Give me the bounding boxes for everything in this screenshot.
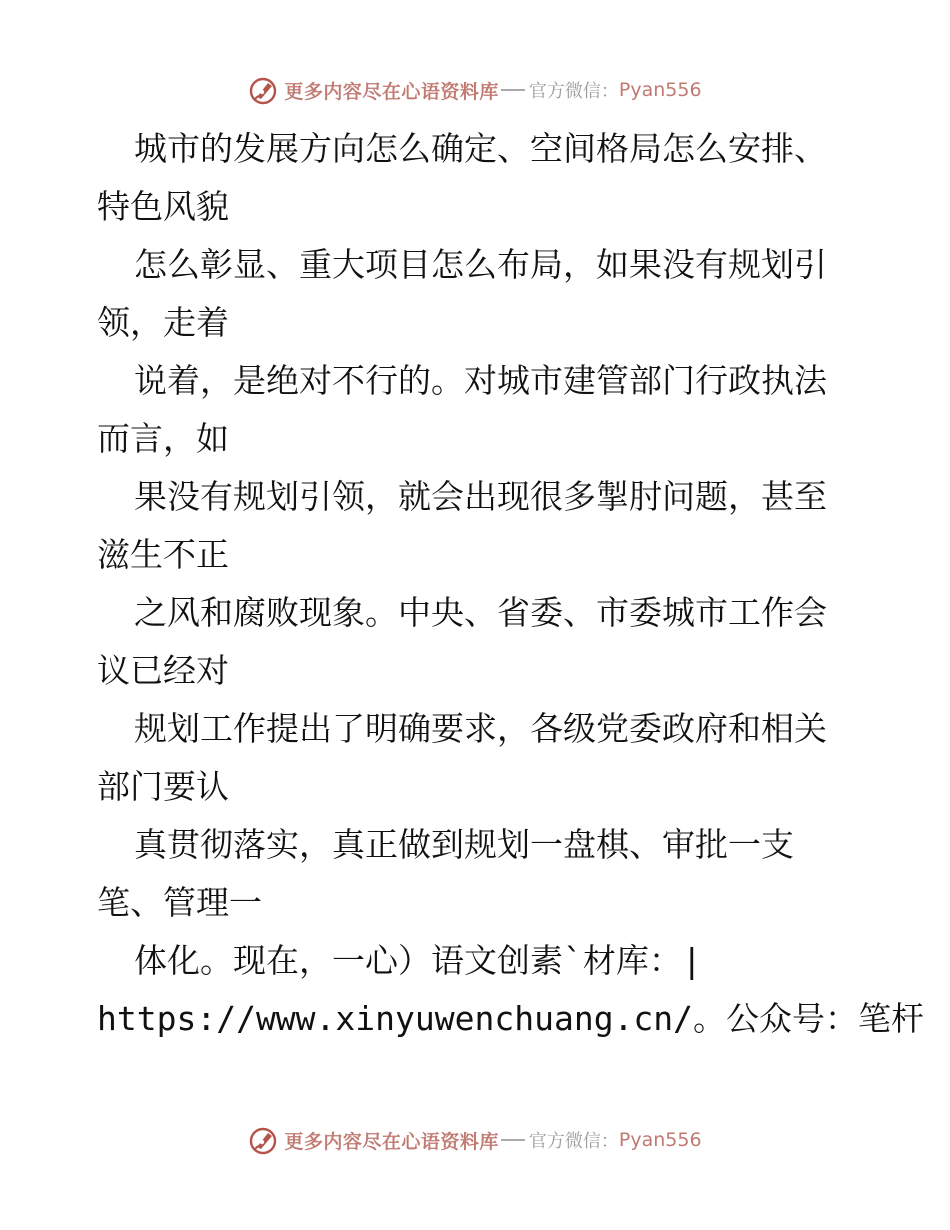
text-line: 城市的发展方向怎么确定、空间格局怎么安排、 xyxy=(134,129,827,168)
text-line: 笔、管理一 xyxy=(97,883,262,922)
banner-brand-text: 更多内容尽在心语资料库 xyxy=(284,1130,499,1153)
text-line: 体化。现在，一心）语文创素`材库：| xyxy=(134,941,702,980)
text-line-url: https://www.xinyuwenchuang.cn/。公众号：笔杆 xyxy=(97,999,925,1038)
text-line: 议已经对 xyxy=(97,651,229,690)
text-line: 怎么彰显、重大项目怎么布局，如果没有规划引 xyxy=(134,245,827,284)
header-watermark-banner xyxy=(0,70,950,110)
banner-dash-divider xyxy=(501,89,525,91)
document-body xyxy=(97,120,925,1048)
text-line: 滋生不正 xyxy=(97,535,229,574)
text-line: 而言，如 xyxy=(97,419,229,458)
text-line: 领，走着 xyxy=(97,303,229,342)
banner-brand-text: 更多内容尽在心语资料库 xyxy=(284,80,499,103)
text-line: 规划工作提出了明确要求，各级党委政府和相关 xyxy=(134,709,827,748)
text-line: 部门要认 xyxy=(97,767,229,806)
pen-nib-logo-icon xyxy=(248,75,278,105)
banner-wechat-id: Pyan556 xyxy=(618,79,702,101)
text-line: 说着，是绝对不行的。对城市建管部门行政执法 xyxy=(134,361,827,400)
banner-dash-divider xyxy=(501,1139,525,1141)
text-line: 果没有规划引领，就会出现很多掣肘问题，甚至 xyxy=(134,477,827,516)
text-line: 特色风貌 xyxy=(97,187,229,226)
text-line: 之风和腐败现象。中央、省委、市委城市工作会 xyxy=(134,593,827,632)
text-line: 真贯彻落实，真正做到规划一盘棋、审批一支 xyxy=(134,825,794,864)
footer-watermark-banner xyxy=(0,1120,950,1160)
pen-nib-logo-icon xyxy=(248,1125,278,1155)
banner-wechat-id: Pyan556 xyxy=(618,1129,702,1151)
banner-wechat-label: 官方微信： xyxy=(528,1131,619,1152)
banner-wechat-label: 官方微信： xyxy=(528,81,619,102)
